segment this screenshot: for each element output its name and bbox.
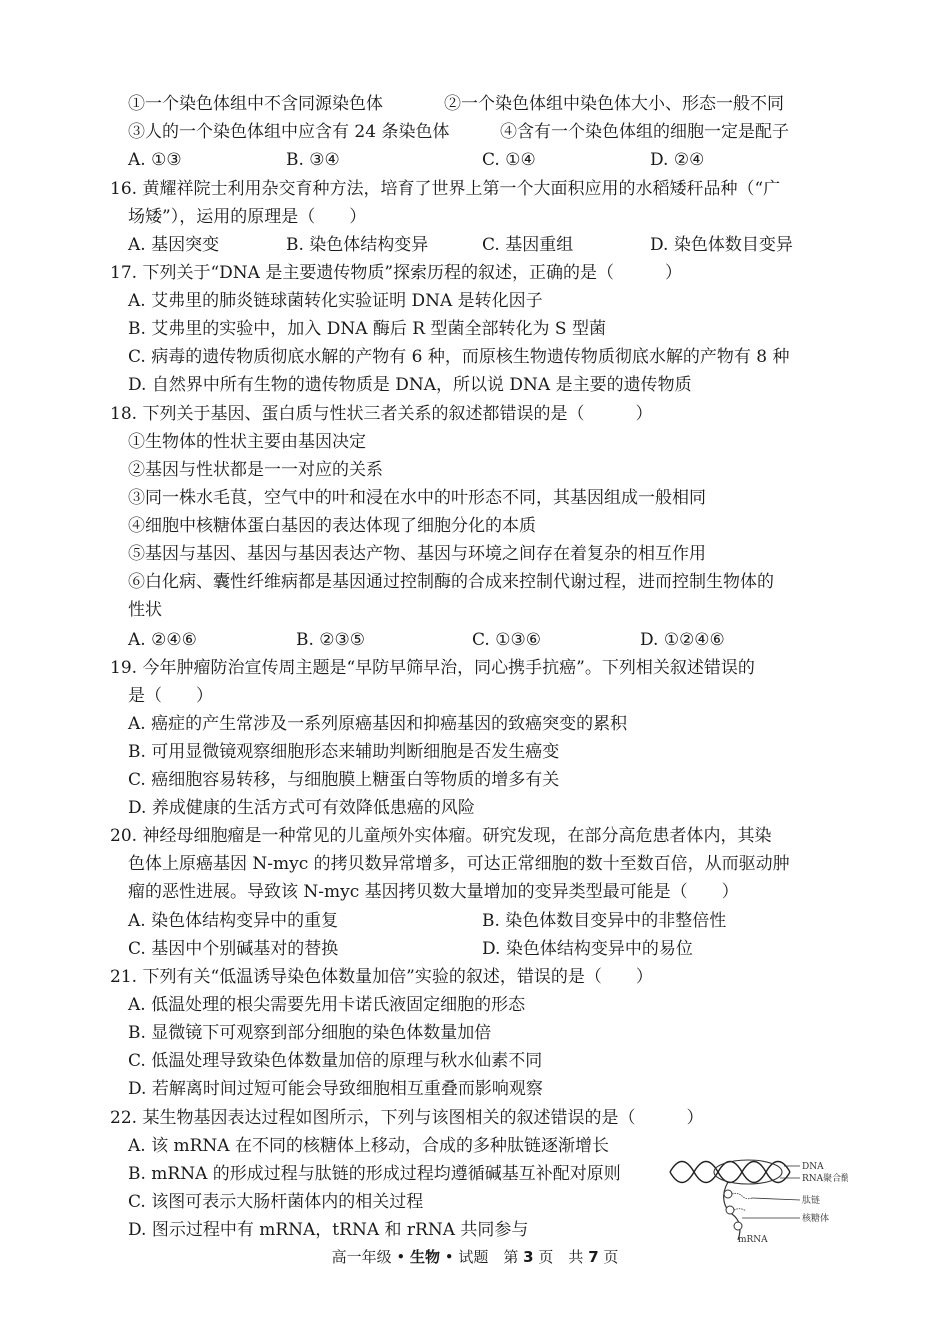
q18-statement-1: ①生物体的性状主要由基因决定 bbox=[128, 432, 366, 452]
figure-label-ribosome: 核糖体 bbox=[802, 1214, 830, 1224]
q18-statement-2: ②基因与性状都是一一对应的关系 bbox=[128, 460, 383, 480]
peptide-chain-2 bbox=[734, 1209, 746, 1211]
q20-choice-d[interactable]: D. 染色体结构变异中的易位 bbox=[482, 939, 693, 959]
q16-stem-line1: 16. 黄耀祥院士利用杂交育种方法，培育了世界上第一个大面积应用的水稻矮秆品种（“广 bbox=[110, 179, 781, 199]
q18-choice-b[interactable]: B. ②③⑤ bbox=[296, 630, 366, 650]
q16-choice-c[interactable]: C. 基因重组 bbox=[482, 235, 574, 255]
q15-choice-c[interactable]: C. ①④ bbox=[482, 150, 536, 170]
q20-stem-line1: 20. 神经母细胞瘤是一种常见的儿童颅外实体瘤。研究发现，在部分高危患者体内，其染 bbox=[110, 826, 772, 846]
q15-statement-3: ③人的一个染色体组中应含有 24 条染色体 bbox=[128, 122, 450, 142]
footer-page-number: 3 bbox=[523, 1248, 534, 1266]
ribosome-1 bbox=[724, 1190, 732, 1198]
q17-choice-c[interactable]: C. 病毒的遗传物质彻底水解的产物有 6 种，而原核生物遗传物质彻底水解的产物有 8 种 bbox=[128, 347, 790, 367]
q16-choice-b[interactable]: B. 染色体结构变异 bbox=[286, 235, 429, 255]
q20-choice-c[interactable]: C. 基因中个别碱基对的替换 bbox=[128, 939, 339, 959]
q22-choice-a[interactable]: A. 该 mRNA 在不同的核糖体上移动，合成的多种肽链逐渐增长 bbox=[128, 1136, 609, 1156]
footer-end: 页 bbox=[603, 1248, 619, 1266]
q18-statement-6-line1: ⑥白化病、囊性纤维病都是基因通过控制酶的合成来控制代谢过程，进而控制生物体的 bbox=[128, 572, 774, 592]
q19-choice-a[interactable]: A. 癌症的产生常涉及一系列原癌基因和抑癌基因的致癌突变的累积 bbox=[128, 714, 628, 734]
page-footer bbox=[0, 1246, 950, 1268]
q18-statement-4: ④细胞中核糖体蛋白基因的表达体现了细胞分化的本质 bbox=[128, 516, 536, 536]
figure-label-rna-polymerase: RNA聚合酶 bbox=[802, 1174, 848, 1184]
q15-statement-4: ④含有一个染色体组的细胞一定是配子 bbox=[500, 122, 789, 142]
q15-choice-a[interactable]: A. ①③ bbox=[128, 150, 182, 170]
footer-prefix: 高一年级 • bbox=[331, 1248, 406, 1266]
q16-choice-d[interactable]: D. 染色体数目变异 bbox=[650, 235, 793, 255]
q17-choice-d[interactable]: D. 自然界中所有生物的遗传物质是 DNA，所以说 DNA 是主要的遗传物质 bbox=[128, 375, 692, 395]
q15-choice-d[interactable]: D. ②④ bbox=[650, 150, 705, 170]
q22-stem: 22. 某生物基因表达过程如图所示，下列与该图相关的叙述错误的是（ ） bbox=[110, 1108, 704, 1128]
q18-statement-6-line2: 性状 bbox=[128, 600, 162, 620]
q22-choice-d[interactable]: D. 图示过程中有 mRNA，tRNA 和 rRNA 共同参与 bbox=[128, 1220, 529, 1240]
q22-choice-b[interactable]: B. mRNA 的形成过程与肽链的形成过程均遵循碱基互补配对原则 bbox=[128, 1164, 621, 1184]
q21-choice-d[interactable]: D. 若解离时间过短可能会导致细胞相互重叠而影响观察 bbox=[128, 1079, 543, 1099]
footer-suffix: • 试题 第 bbox=[444, 1248, 519, 1266]
q19-stem-line1: 19. 今年肿瘤防治宣传周主题是“早防早筛早治，同心携手抗癌”。下列相关叙述错误的 bbox=[110, 658, 755, 678]
q18-choice-d[interactable]: D. ①②④⑥ bbox=[640, 630, 725, 650]
footer-total-pages: 7 bbox=[588, 1248, 599, 1266]
q21-choice-c[interactable]: C. 低温处理导致染色体数量加倍的原理与秋水仙素不同 bbox=[128, 1051, 543, 1071]
peptide-chain-1 bbox=[732, 1193, 752, 1198]
footer-mid: 页 共 bbox=[538, 1248, 584, 1266]
gene-expression-diagram bbox=[668, 1148, 848, 1244]
q19-stem-line2: 是（ ） bbox=[128, 686, 213, 706]
q16-stem-line2: 场矮”），运用的原理是（ ） bbox=[128, 207, 367, 227]
figure-label-peptide: 肽链 bbox=[802, 1196, 821, 1206]
q21-choice-a[interactable]: A. 低温处理的根尖需要先用卡诺氏液固定细胞的形态 bbox=[128, 995, 526, 1015]
q18-statement-3: ③同一株水毛茛，空气中的叶和浸在水中的叶形态不同，其基因组成一般相同 bbox=[128, 488, 706, 508]
q22-choice-c[interactable]: C. 该图可表示大肠杆菌体内的相关过程 bbox=[128, 1192, 424, 1212]
q18-stem: 18. 下列关于基因、蛋白质与性状三者关系的叙述都错误的是（ ） bbox=[110, 404, 653, 424]
q17-stem: 17. 下列关于“DNA 是主要遗传物质”探索历程的叙述，正确的是（ ） bbox=[110, 263, 683, 283]
q17-choice-a[interactable]: A. 艾弗里的肺炎链球菌转化实验证明 DNA 是转化因子 bbox=[128, 291, 543, 311]
q21-stem: 21. 下列有关“低温诱导染色体数量加倍”实验的叙述，错误的是（ ） bbox=[110, 967, 653, 987]
q19-choice-c[interactable]: C. 癌细胞容易转移，与细胞膜上糖蛋白等物质的增多有关 bbox=[128, 770, 560, 790]
q20-stem-line3: 瘤的恶性进展。导致该 N-myc 基因拷贝数大量增加的变异类型最可能是（ ） bbox=[128, 882, 739, 902]
q21-choice-b[interactable]: B. 显微镜下可观察到部分细胞的染色体数量加倍 bbox=[128, 1023, 492, 1043]
q20-stem-line2: 色体上原癌基因 N-myc 的拷贝数异常增多，可达正常细胞的数十至数百倍，从而驱动肿 bbox=[128, 854, 790, 874]
figure-label-mrna: mRNA bbox=[738, 1235, 768, 1244]
q16-choice-a[interactable]: A. 基因突变 bbox=[128, 235, 220, 255]
figure-label-dna: DNA bbox=[802, 1162, 824, 1172]
ribosome-2 bbox=[726, 1206, 734, 1214]
q15-choice-b[interactable]: B. ③④ bbox=[286, 150, 340, 170]
q20-choice-b[interactable]: B. 染色体数目变异中的非整倍性 bbox=[482, 911, 727, 931]
q18-choice-c[interactable]: C. ①③⑥ bbox=[472, 630, 541, 650]
footer-subject: 生物 bbox=[409, 1248, 440, 1266]
q18-choice-a[interactable]: A. ②④⑥ bbox=[128, 630, 197, 650]
ribosome-3 bbox=[734, 1222, 742, 1230]
q15-statement-1: ①一个染色体组中不含同源染色体 bbox=[128, 94, 383, 114]
q19-choice-d[interactable]: D. 养成健康的生活方式可有效降低患癌的风险 bbox=[128, 798, 475, 818]
q19-choice-b[interactable]: B. 可用显微镜观察细胞形态来辅助判断细胞是否发生癌变 bbox=[128, 742, 560, 762]
q15-statement-2: ②一个染色体组中染色体大小、形态一般不同 bbox=[444, 94, 784, 114]
q17-choice-b[interactable]: B. 艾弗里的实验中，加入 DNA 酶后 R 型菌全部转化为 S 型菌 bbox=[128, 319, 606, 339]
gene-expression-figure bbox=[668, 1148, 848, 1244]
q18-statement-5: ⑤基因与基因、基因与基因表达产物、基因与环境之间存在着复杂的相互作用 bbox=[128, 544, 706, 564]
q20-choice-a[interactable]: A. 染色体结构变异中的重复 bbox=[128, 911, 339, 931]
